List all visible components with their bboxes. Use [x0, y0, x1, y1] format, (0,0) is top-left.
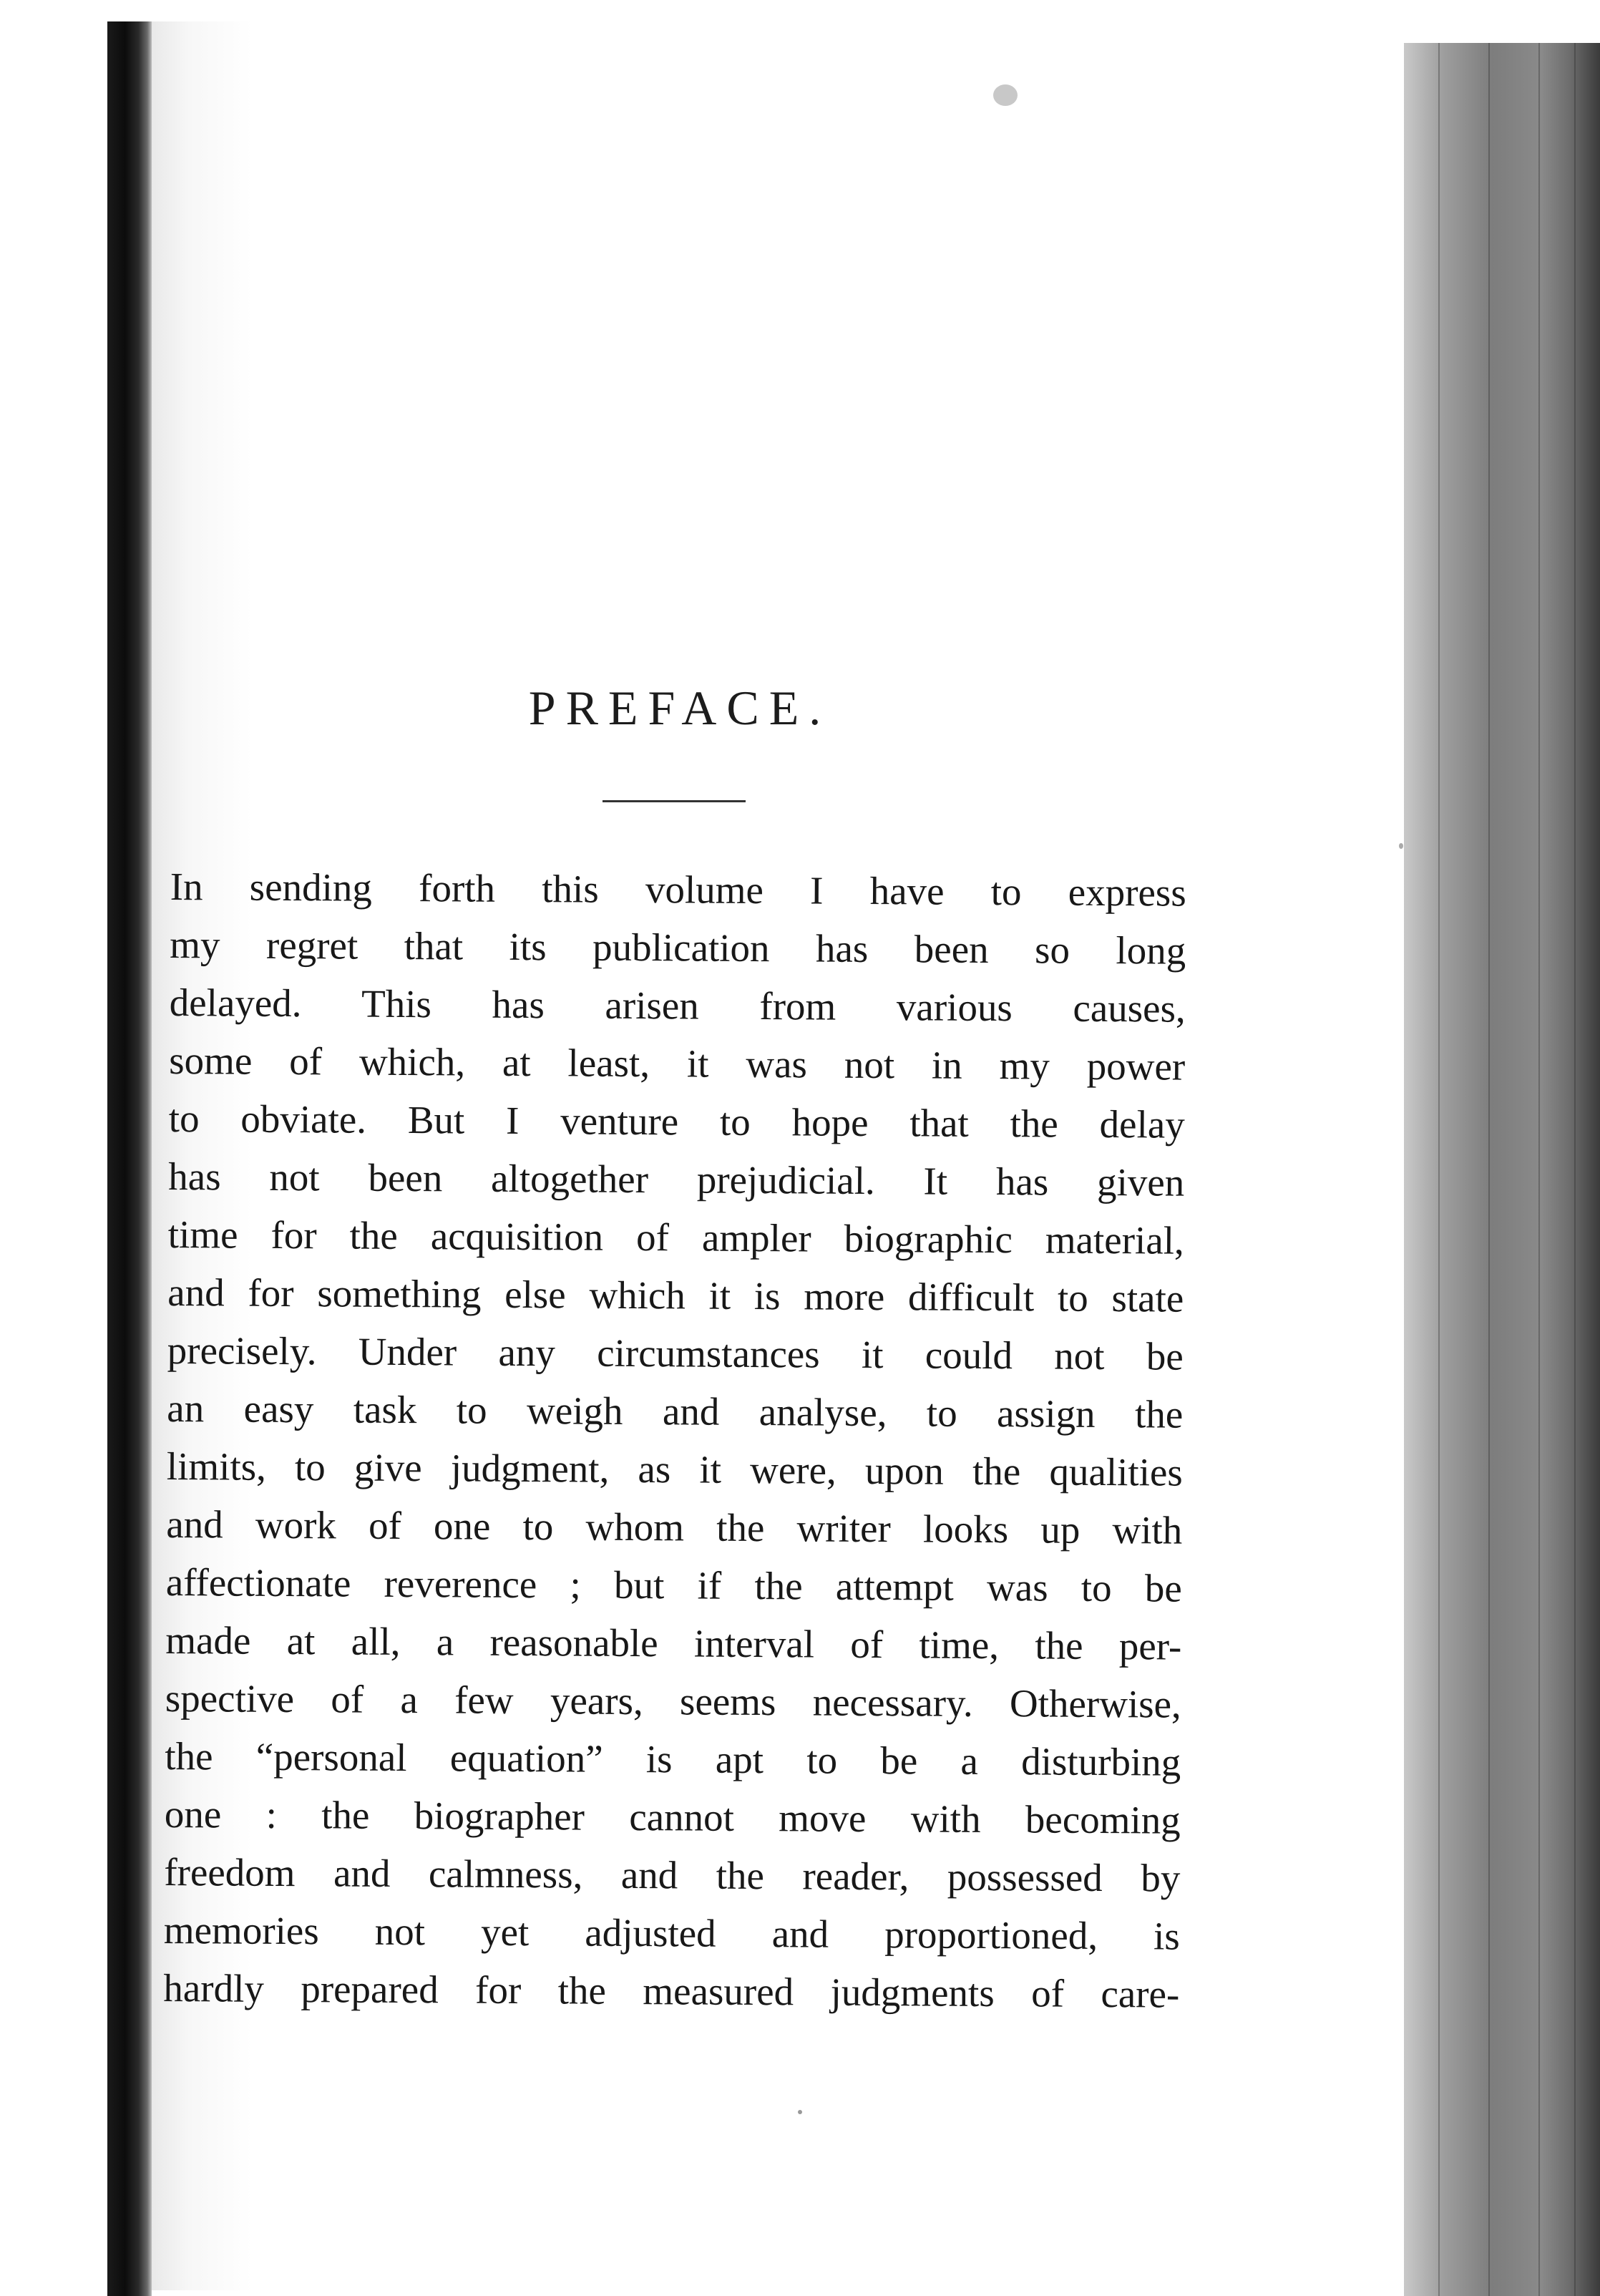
text-line: memories not yet adjusted and proportioned, is [163, 1907, 1181, 1958]
page-title: PREFACE. [528, 681, 831, 735]
text-line: and work of one to whom the writer looks up with [166, 1502, 1183, 1552]
text-line: delayed. This has arisen from various causes, [169, 980, 1186, 1031]
title-rule [603, 800, 746, 802]
text-line: the “personal equation” is apt to be a disturbing [165, 1733, 1181, 1784]
text-line: has not been altogether prejudicial. It has given [168, 1154, 1185, 1205]
text-line: limits, to give judgment, as it were, upon the qualities [166, 1444, 1183, 1494]
text-line: some of which, at least, it was not in my power [169, 1038, 1186, 1089]
page-stack-top [1404, 0, 1600, 43]
previous-page-edge [0, 0, 114, 2296]
paper-speck [993, 84, 1018, 106]
page-stack-line [1538, 43, 1540, 2296]
page-stack-edge [1404, 43, 1600, 2296]
text-line: hardly prepared for the measured judgments of care- [163, 1965, 1180, 2016]
text-line: one : the biographer cannot move with becoming [164, 1791, 1181, 1842]
text-line: an easy task to weigh and analyse, to assign the [167, 1386, 1184, 1436]
text-line: In sending forth this volume I have to express [170, 864, 1186, 915]
book-spine-shadow [107, 21, 152, 2296]
page-stack-line [1488, 43, 1490, 2296]
text-line: affectionate reverence ; but if the attempt was to be [165, 1560, 1182, 1610]
text-line: time for the acquisition of ampler biographic material, [167, 1212, 1184, 1263]
text-line: to obviate. But I venture to hope that the delay [168, 1096, 1185, 1147]
text-line: spective of a few years, seems necessary. Otherwise, [165, 1675, 1181, 1726]
text-line: precisely. Under any circumstances it could not be [167, 1328, 1184, 1378]
text-line: made at all, a reasonable interval of time, the per- [165, 1618, 1182, 1668]
text-line: freedom and calmness, and the reader, possessed by [164, 1849, 1181, 1900]
page-stack-line [1574, 43, 1576, 2296]
preface-paragraph [163, 857, 1186, 2023]
text-line: and for something else which it is more difficult to state [167, 1270, 1184, 1320]
paper-speck [798, 2110, 802, 2114]
text-line: my regret that its publication has been so long [170, 922, 1186, 973]
page-stack-line [1438, 43, 1440, 2296]
paper-speck [1399, 843, 1403, 849]
